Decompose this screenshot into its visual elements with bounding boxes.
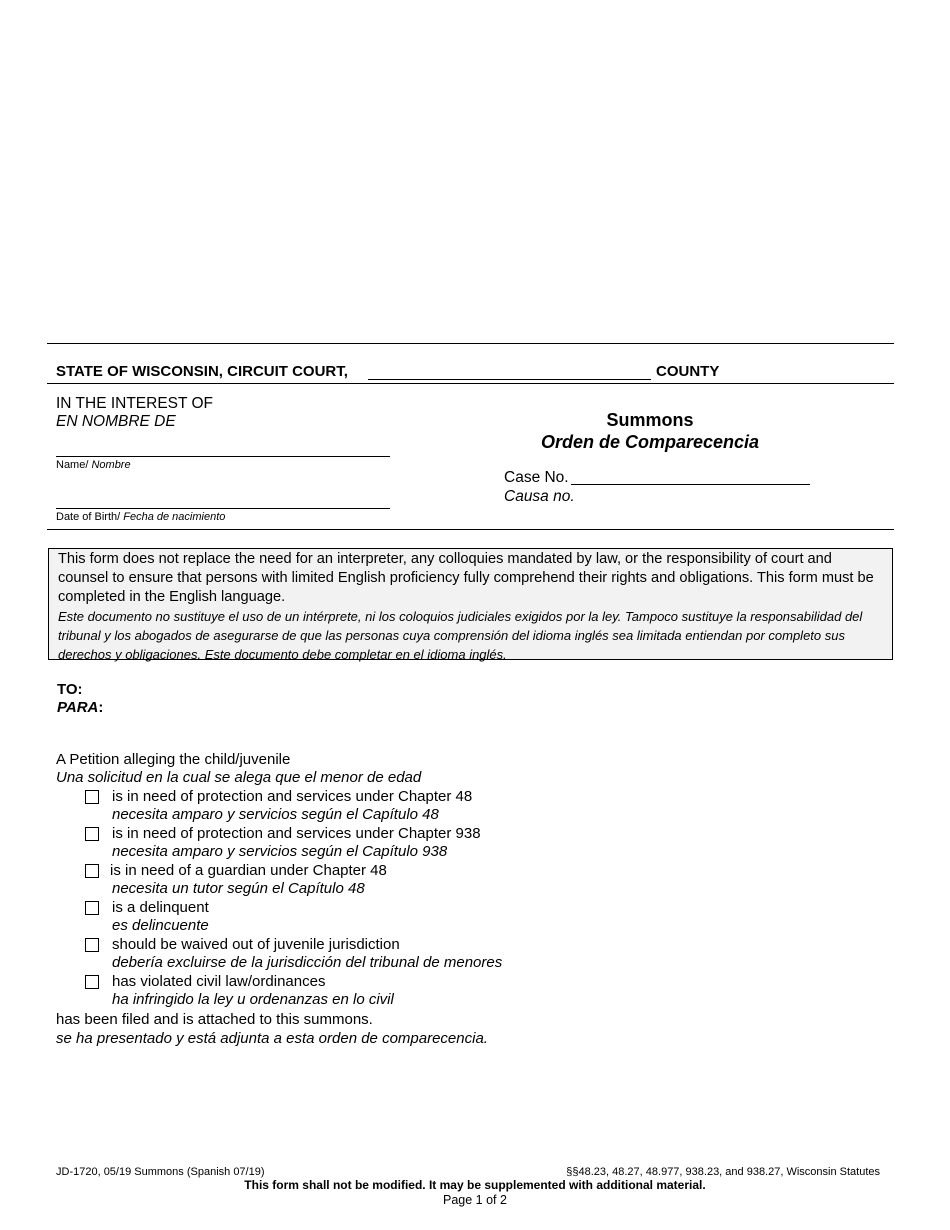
dob-label-es: Fecha de nacimiento — [123, 511, 226, 523]
notice-text-es: Este documento no sustituye el uso de un intérprete, ni los coloquios judiciales exigidos por la ley. Tampoco sustituye la responsabilidad del tribunal y los abogados de asegurarse de que las personas cuya comprensión del idioma inglés sea limitada entiendan por completo sus derechos y obligaciones. Este documento debe completar en el idioma inglés. — [58, 609, 863, 662]
option-chapter-48-protection-es: necesita amparo y servicios según el Capítulo 48 — [112, 806, 439, 823]
petition-outro-es: se ha presentado y está adjunta a esta orden de comparecencia. — [56, 1030, 488, 1047]
option-chapter-938-protection-en: is in need of protection and services under Chapter 938 — [112, 825, 481, 842]
court-label: STATE OF WISCONSIN, CIRCUIT COURT, — [56, 363, 348, 380]
option-civil-violation-en: has violated civil law/ordinances — [112, 973, 326, 990]
modification-notice: This form shall not be modified. It may be supplemented with additional material. — [244, 1178, 706, 1192]
option-delinquent-es: es delincuente — [112, 917, 209, 934]
page-number: Page 1 of 2 — [443, 1193, 507, 1207]
checkbox-chapter-938-protection[interactable] — [85, 827, 99, 841]
name-label-es: Nombre — [91, 459, 131, 471]
form-title-es: Orden de Comparecencia — [540, 432, 760, 452]
checkbox-guardian[interactable] — [85, 864, 99, 878]
name-field[interactable] — [56, 456, 390, 457]
interest-label-en: IN THE INTEREST OF — [56, 395, 214, 412]
case-number-field[interactable] — [571, 484, 810, 485]
county-label: COUNTY — [656, 363, 720, 380]
case-label-es: Causa no. — [504, 488, 575, 505]
to-label-colon: : — [98, 699, 104, 716]
to-label-en: TO: — [57, 681, 83, 698]
checkbox-delinquent[interactable] — [85, 901, 99, 915]
statutes: §§48.23, 48.27, 48.977, 938.23, and 938.27, Wisconsin Statutes — [566, 1166, 880, 1178]
option-chapter-938-protection-es: necesita amparo y servicios según el Capítulo 938 — [112, 843, 448, 860]
option-guardian-es: necesita un tutor según el Capítulo 48 — [112, 880, 365, 897]
option-guardian-en: is in need of a guardian under Chapter 48 — [110, 862, 387, 879]
checkbox-civil-violation[interactable] — [85, 975, 99, 989]
county-name-field[interactable] — [368, 379, 651, 380]
to-label-es-wrap — [57, 698, 103, 717]
notice-text-en: This form does not replace the need for an interpreter, any colloquies mandated by law, or the responsibility of court and counsel to ensure that persons with limited English proficiency fully comprehend their rights and obligations. This form must be completed in the English language. — [58, 551, 874, 605]
option-civil-violation-es: ha infringido la ley u ordenanzas en lo civil — [112, 991, 394, 1008]
option-waiver-es: debería excluirse de la jurisdicción del tribunal de menores — [112, 954, 503, 971]
form-id: JD-1720, 05/19 Summons (Spanish 07/19) — [56, 1166, 265, 1178]
name-label — [56, 458, 131, 472]
dob-field[interactable] — [56, 508, 390, 509]
name-label-en: Name/ — [56, 459, 89, 471]
header-rule — [47, 383, 894, 384]
party-rule — [47, 529, 894, 530]
dob-label-en: Date of Birth/ — [56, 511, 121, 523]
top-rule — [47, 343, 894, 344]
case-label-en: Case No. — [504, 469, 569, 486]
to-label-es: PARA — [57, 699, 99, 716]
dob-label — [56, 510, 225, 524]
option-chapter-48-protection-en: is in need of protection and services under Chapter 48 — [112, 788, 473, 805]
option-delinquent-en: is a delinquent — [112, 899, 209, 916]
option-waiver-en: should be waived out of juvenile jurisdiction — [112, 936, 400, 953]
interpreter-notice — [48, 548, 893, 660]
petition-intro-en: A Petition alleging the child/juvenile — [56, 751, 291, 768]
form-title-en: Summons — [606, 410, 694, 430]
checkbox-chapter-48-protection[interactable] — [85, 790, 99, 804]
petition-intro-es: Una solicitud en la cual se alega que el menor de edad — [56, 769, 422, 786]
checkbox-waiver[interactable] — [85, 938, 99, 952]
petition-outro-en: has been filed and is attached to this summons. — [56, 1011, 373, 1028]
interest-label-es: EN NOMBRE DE — [56, 413, 176, 430]
